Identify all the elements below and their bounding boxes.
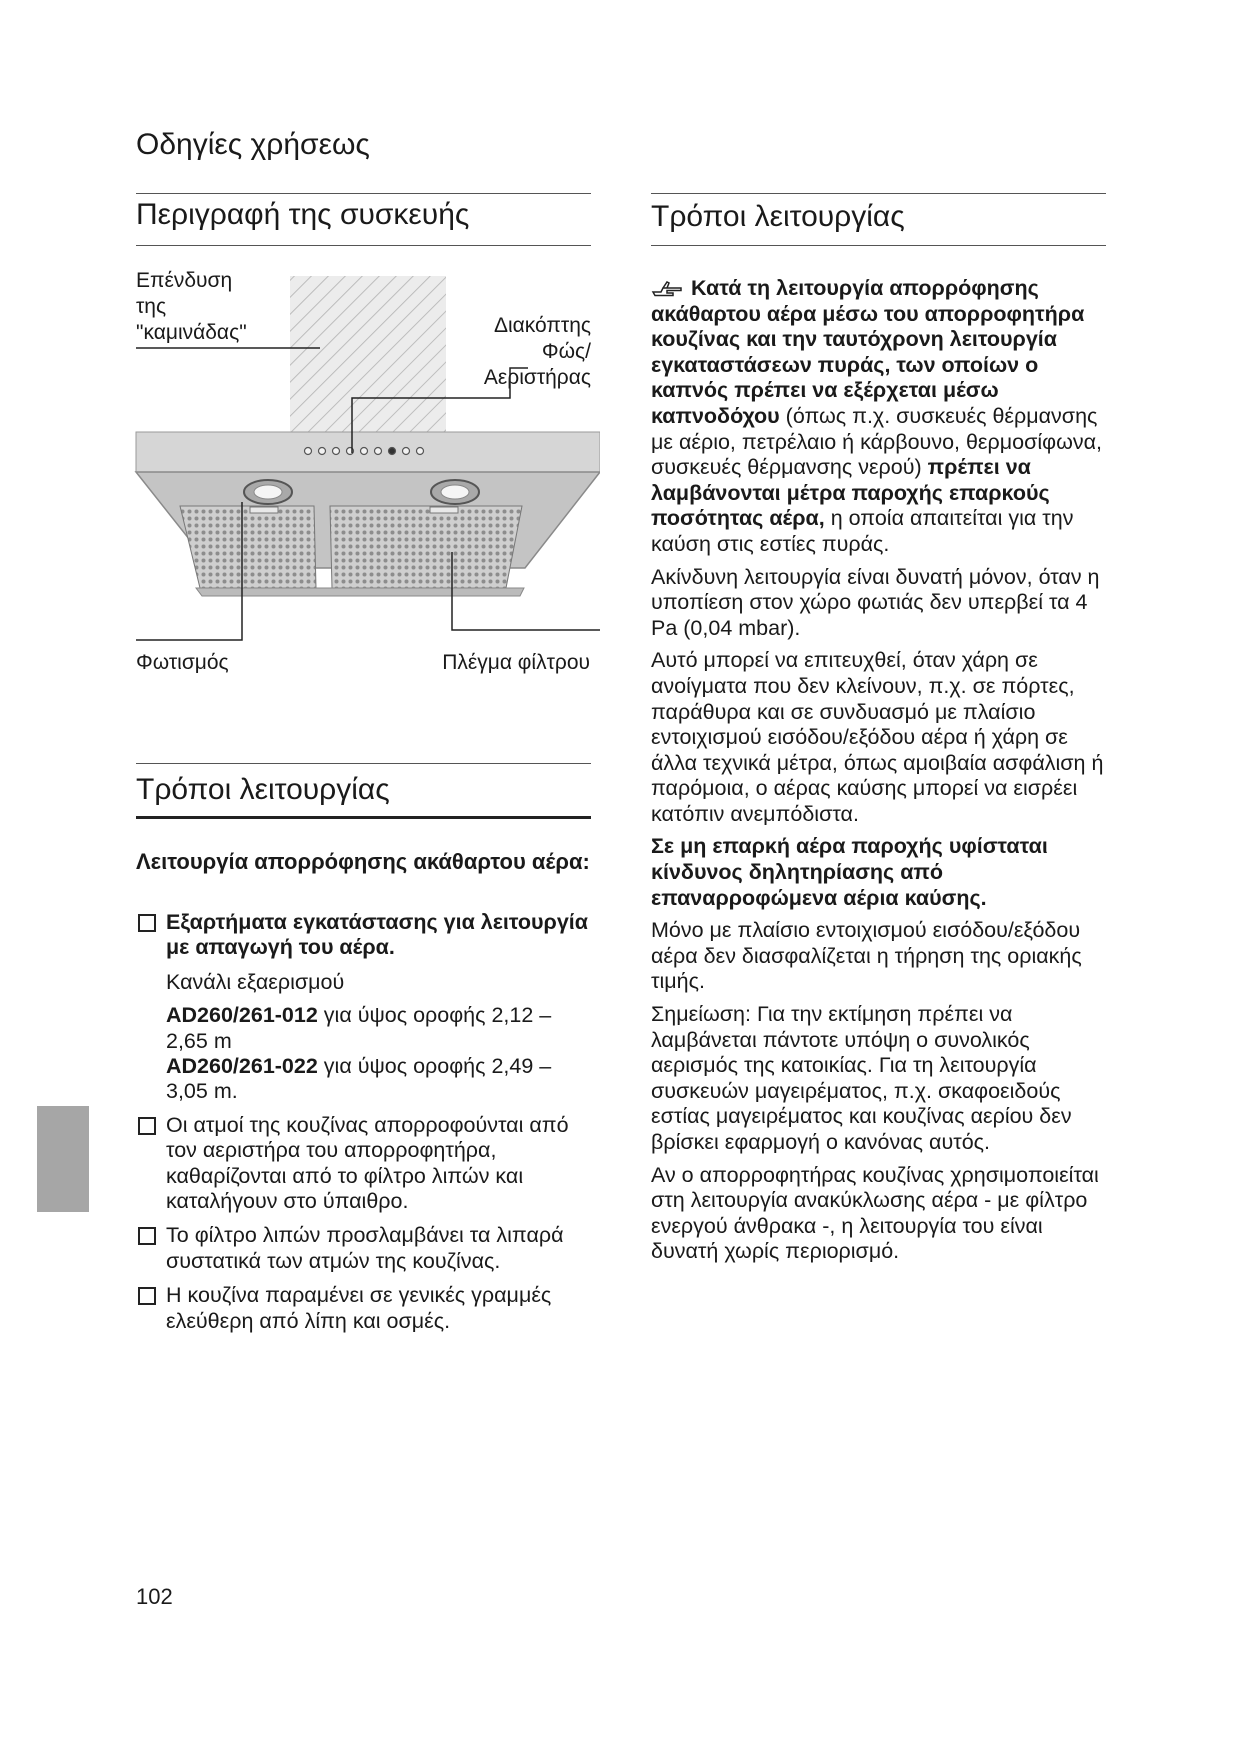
divider — [136, 816, 591, 819]
divider — [136, 193, 591, 194]
checkbox-icon — [138, 914, 156, 932]
checklist — [136, 910, 596, 1343]
label-filter: Πλέγμα φίλτρου — [442, 651, 590, 674]
chapter-tab — [37, 1106, 89, 1212]
danger-paragraph: Σε μη επαρκή αέρα παροχής υφίσταται κίνδυνος δηλητηρίασης από επαναρροφώμενα αέρια καύσης. — [651, 834, 1048, 910]
right-column-text — [651, 276, 1111, 1272]
paragraph: Αυτό μπορεί να επιτευχθεί, όταν χάρη σε ανοίγματα που δεν κλείνουν, π.χ. σε πόρτες, παράθυρα και σε συνδυασμό με πλαίσιο εντοιχισμού εισόδου/εξόδου αέρα ή χάρη σε άλλα τεχνικά μέτρα, όπως αμοιβαία ασφάλιση ή παρόμοια, ο αέρας καύσης μπορεί να εισρέει κατόπιν ανεμπόδιστα. — [651, 648, 1104, 826]
control-buttons — [305, 448, 424, 455]
model-2: AD260/261-022 για ύψος οροφής 2,49 – 3,05 m. — [166, 1054, 552, 1104]
exhaust-mode-heading: Λειτουργία απορρόφησης ακάθαρτου αέρα: — [136, 849, 590, 874]
divider — [136, 763, 591, 764]
warning-paragraph: Κατά τη λειτουργία απορρόφησης ακάθαρτου αέρα μέσω του απορροφητήρα κουζίνας και την ταυτόχρονη λειτουργία εγκαταστάσεων πυράς, των οποίων ο καπνός πρέπει να εξέρχεται μέσω καπνοδόχου (όπως π.χ. συσκευές θέρμανσης με αέριο, πετρέλαιο ή κάρβουνο, θερμοσίφωνα, συσκευές θέρμανσης νερού) πρέπει να λαμβάνονται μέτρα παροχής επαρκούς ποσότητας αέρα, η οποία απαιτείται για την καύση στις εστίες πυράς. — [651, 276, 1103, 556]
range-hood-diagram — [130, 270, 600, 650]
hood-front-panel — [136, 432, 600, 472]
paragraph: Αν ο απορροφητήρας κουζίνας χρησιμοποιείται στη λειτουργία ανακύκλωσης αέρα - με φίλτρο ενεργού άνθρακα -, η λειτουργία του είναι δυνατή χωρίς περιορισμό. — [651, 1162, 1099, 1264]
model-1: AD260/261-012 για ύψος οροφής 2,12 – 2,65 m — [166, 1003, 552, 1053]
list-item: Η κουζίνα παραμένει σε γενικές γραμμές ελεύθερη από λίπη και οσμές. — [136, 1283, 596, 1334]
paragraph: Ακίνδυνη λειτουργία είναι δυνατή μόνον, όταν η υποπίεση στον χώρο φωτιάς δεν υπερβεί τα 4 Pa (0,04 mbar). — [651, 564, 1100, 640]
divider — [136, 245, 591, 246]
description-title: Περιγραφή της συσκευής — [136, 198, 470, 231]
label-switch: Διακόπτης Φώς/ Αεριστήρας — [483, 314, 591, 389]
checkbox-icon — [138, 1117, 156, 1135]
list-item: Εξαρτήματα εγκατάστασης για λειτουργία με απαγωγή του αέρα. — [136, 910, 596, 961]
pointing-hand-icon — [651, 278, 685, 298]
filter-right — [330, 506, 522, 588]
divider — [651, 193, 1106, 194]
filter-left — [180, 506, 316, 588]
divider — [651, 245, 1106, 246]
light-right — [431, 480, 479, 504]
paragraph: Μόνο με πλαίσιο εντοιχισμού εισόδου/εξόδου αέρα δεν διασφαλίζεται η τήρηση της οριακής τιμής. — [651, 918, 1082, 994]
left-modes-title: Τρόποι λειτουργίας — [136, 773, 390, 806]
note-paragraph: Σημείωση: Για την εκτίμηση πρέπει να λαμβάνεται πάντοτε υπόψη ο συνολικός αερισμός της κατοικίας. Για τη λειτουργία συσκευών μαγειρέματος, π.χ. σκαφοειδούς εστίας μαγειρέματος και κουζίνας αερίου δεν βρίσκει εφαρμογή ο κανόνας αυτός. — [651, 1002, 1072, 1154]
right-modes-title: Τρόποι λειτουργίας — [651, 200, 905, 233]
light-left — [244, 480, 292, 504]
page-title: Οδηγίες χρήσεως — [136, 128, 370, 161]
label-chimney: Επένδυση της "καμινάδας" — [136, 269, 247, 344]
checkbox-icon — [138, 1227, 156, 1245]
list-item: Το φίλτρο λιπών προσλαμβάνει τα λιπαρά συστατικά των ατμών της κουζίνας. — [136, 1223, 596, 1274]
duct-label: Κανάλι εξαερισμού — [166, 969, 345, 994]
list-item: Οι ατμοί της κουζίνας απορροφούνται από τον αεριστήρα του απορροφητήρα, καθαρίζονται από το φίλτρο λιπών και καταλήγουν στο ύπαιθρο. — [136, 1113, 596, 1215]
label-lighting: Φωτισμός — [136, 651, 229, 674]
page-number: 102 — [136, 1584, 173, 1609]
checkbox-icon — [138, 1287, 156, 1305]
